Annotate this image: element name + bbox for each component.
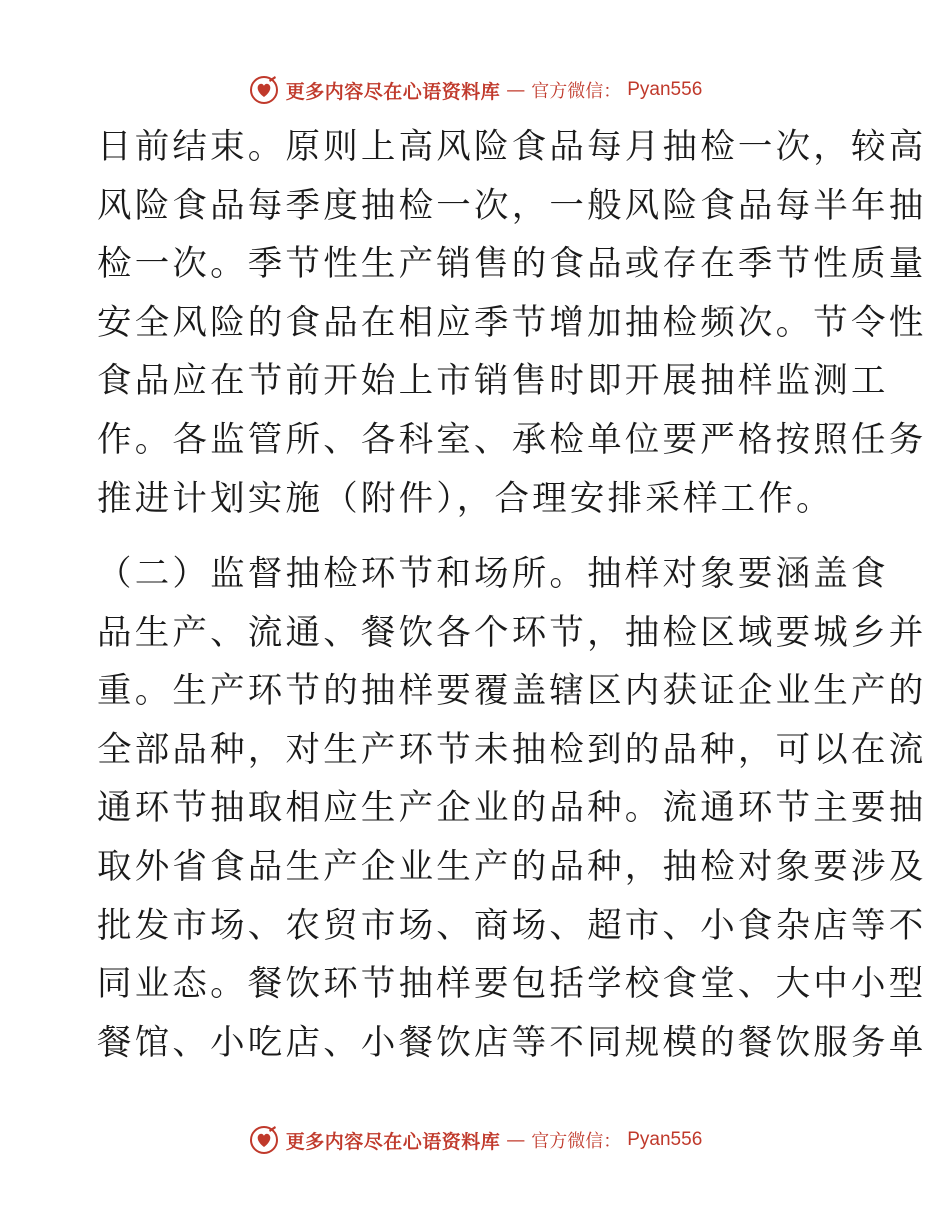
text-line: 检一次。季节性生产销售的食品或存在季节性质量: [97, 244, 927, 285]
footer-watermark-banner: [0, 1120, 950, 1160]
text-line: 通环节抽取相应生产企业的品种。流通环节主要抽: [97, 788, 927, 829]
banner-brand-text: 更多内容尽在心语资料库: [285, 1130, 501, 1153]
banner-separator: —: [506, 79, 526, 101]
banner-wechat-id: Pyan556: [627, 79, 703, 100]
banner-separator: —: [506, 1129, 526, 1151]
text-line: 批发市场、农贸市场、商场、超市、小食杂店等不: [97, 905, 927, 946]
paragraph-1: [97, 118, 927, 528]
banner-wechat-label: 官方微信：: [531, 81, 622, 102]
text-line: 同业态。餐饮环节抽样要包括学校食堂、大中小型: [97, 964, 927, 1005]
text-line: 全部品种，对生产环节未抽检到的品种，可以在流: [97, 729, 927, 770]
text-line: （二）监督抽检环节和场所。抽样对象要涵盖食: [97, 554, 889, 594]
text-line: 风险食品每季度抽检一次，一般风险食品每半年抽: [97, 185, 927, 226]
paragraph-2: [97, 545, 927, 1072]
banner-wechat-id: Pyan556: [627, 1129, 703, 1150]
header-watermark-banner: [0, 70, 950, 110]
text-line: 重。生产环节的抽样要覆盖辖区内获证企业生产的: [97, 671, 927, 712]
text-line: 推进计划实施（附件），合理安排采样工作。: [97, 478, 834, 519]
text-line: 取外省食品生产企业生产的品种，抽检对象要涉及: [97, 846, 927, 887]
heart-pen-logo-icon: [248, 1124, 280, 1156]
banner-wechat-label: 官方微信：: [531, 1131, 622, 1152]
text-line: 食品应在节前开始上市销售时即开展抽样监测工: [97, 361, 889, 402]
banner-brand-text: 更多内容尽在心语资料库: [285, 80, 501, 103]
text-line: 日前结束。原则上高风险食品每月抽检一次，较高: [97, 127, 927, 167]
text-line: 作。各监管所、各科室、承检单位要严格按照任务: [97, 419, 927, 460]
text-line: 安全风险的食品在相应季节增加抽检频次。节令性: [97, 302, 927, 343]
text-line: 餐馆、小吃店、小餐饮店等不同规模的餐饮服务单: [97, 1022, 927, 1063]
heart-pen-logo-icon: [248, 74, 280, 106]
text-line: 品生产、流通、餐饮各个环节，抽检区域要城乡并: [97, 612, 927, 653]
